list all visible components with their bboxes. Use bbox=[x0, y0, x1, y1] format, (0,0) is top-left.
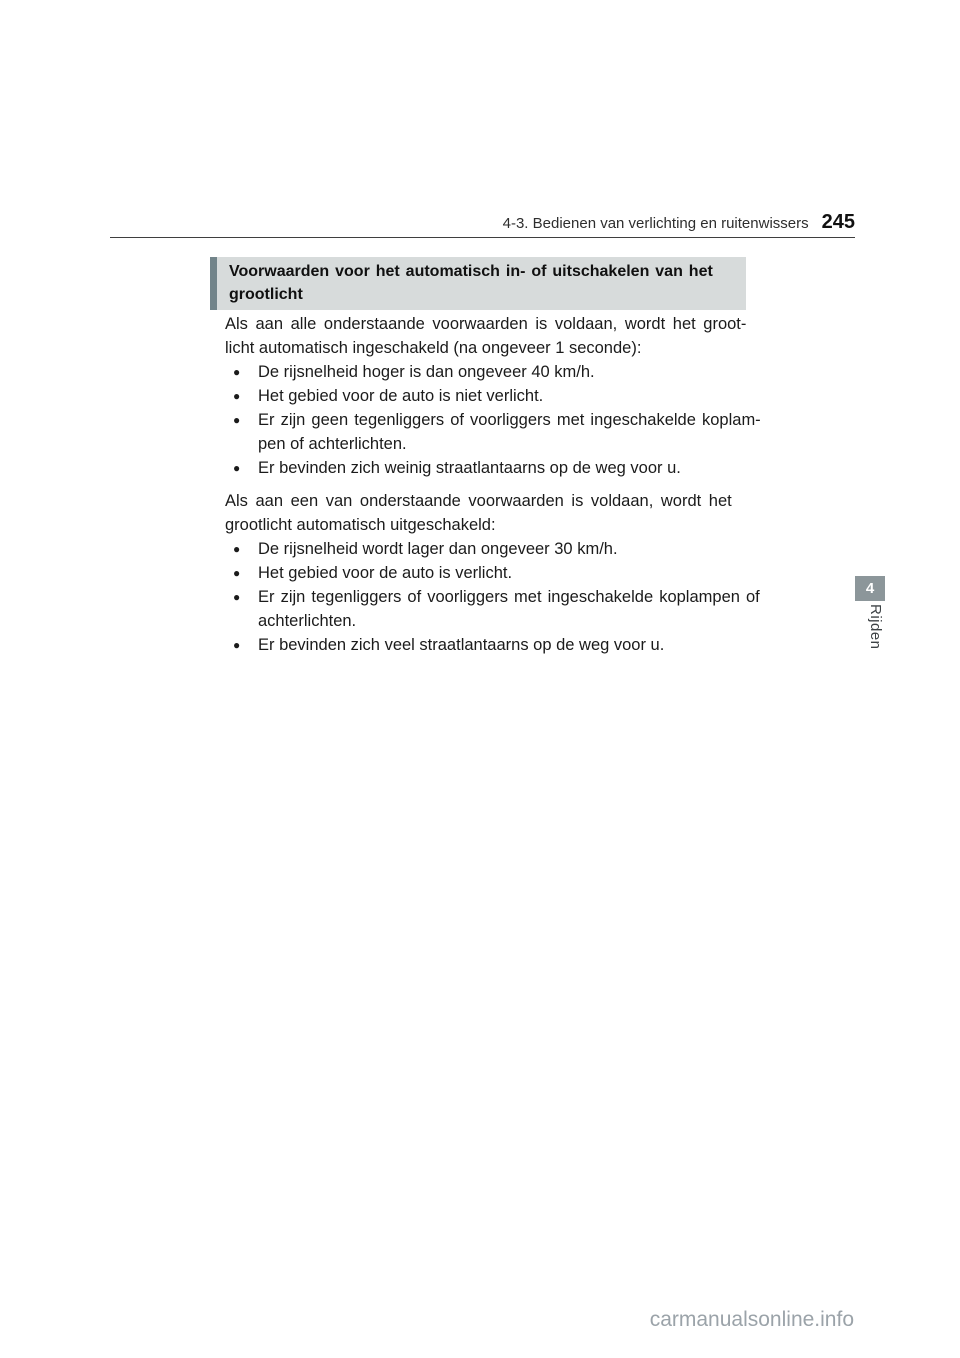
heading-line-2: grootlicht bbox=[229, 286, 303, 303]
page-body bbox=[225, 312, 761, 657]
bullet-icon: ● bbox=[233, 461, 241, 475]
text-line: Er bevinden zich veel straatlantaarns op de weg voor u. bbox=[258, 636, 665, 654]
chapter-tab-label: Rijden bbox=[867, 604, 884, 650]
list-item-text bbox=[258, 561, 746, 585]
list-item-text bbox=[258, 537, 746, 561]
text-line: achterlichten. bbox=[258, 612, 357, 630]
chapter-tab-number: 4 bbox=[855, 576, 885, 601]
list-item-text bbox=[258, 360, 746, 384]
page-number: 245 bbox=[821, 211, 855, 233]
text-line: Het gebied voor de auto is niet verlicht. bbox=[258, 387, 544, 405]
list-item bbox=[225, 633, 746, 657]
text-line: licht automatisch ingeschakeld (na ongeveer 1 seconde): bbox=[225, 339, 642, 357]
heading-line-1: Voorwaarden voor het automatisch in- of uitschakelen van het bbox=[229, 263, 713, 280]
watermark: carmanualsonline.info bbox=[649, 1308, 854, 1331]
bullet-icon: ● bbox=[233, 413, 241, 427]
bullet-icon: ● bbox=[233, 389, 241, 403]
text-line: De rijsnelheid hoger is dan ongeveer 40 km/h. bbox=[258, 363, 595, 381]
text-line: Als aan een van onderstaande voorwaarden is voldaan, wordt het bbox=[225, 492, 732, 510]
text-line: Er zijn tegenliggers of voorliggers met ingeschakelde koplampen of bbox=[258, 588, 760, 606]
bullet-icon: ● bbox=[233, 542, 241, 556]
list-item bbox=[225, 561, 746, 585]
text-line: Het gebied voor de auto is verlicht. bbox=[258, 564, 513, 582]
list-item-text bbox=[258, 408, 761, 456]
page-header bbox=[110, 211, 855, 234]
paragraph-intro-off bbox=[225, 489, 746, 537]
bullet-icon: ● bbox=[233, 566, 241, 580]
text-line: Er zijn geen tegenliggers of voorliggers met ingeschakelde koplam- bbox=[258, 411, 761, 429]
text-line: Als aan alle onderstaande voorwaarden is voldaan, wordt het groot- bbox=[225, 315, 747, 333]
list-item bbox=[225, 384, 746, 408]
heading-accent-bar bbox=[210, 257, 217, 310]
list-item-text bbox=[258, 456, 746, 480]
header-rule bbox=[110, 237, 855, 238]
text-line: grootlicht automatisch uitgeschakeld: bbox=[225, 516, 496, 534]
bullet-icon: ● bbox=[233, 365, 241, 379]
text-line: De rijsnelheid wordt lager dan ongeveer 30 km/h. bbox=[258, 540, 618, 558]
paragraph-intro-on bbox=[225, 312, 746, 360]
list-item bbox=[225, 585, 760, 633]
bullet-icon: ● bbox=[233, 590, 241, 604]
list-item-text bbox=[258, 384, 746, 408]
text-line: pen of achterlichten. bbox=[258, 435, 407, 453]
list-item bbox=[225, 408, 761, 456]
section-breadcrumb: 4-3. Bedienen van verlichting en ruitenwissers bbox=[502, 215, 809, 232]
text-line: Er bevinden zich weinig straatlantaarns op de weg voor u. bbox=[258, 459, 681, 477]
list-item-text bbox=[258, 585, 760, 633]
list-item bbox=[225, 360, 746, 384]
list-item bbox=[225, 537, 746, 561]
section-heading bbox=[210, 257, 746, 310]
heading-text bbox=[217, 257, 746, 310]
list-item-text bbox=[258, 633, 746, 657]
list-item bbox=[225, 456, 746, 480]
bullet-icon: ● bbox=[233, 638, 241, 652]
